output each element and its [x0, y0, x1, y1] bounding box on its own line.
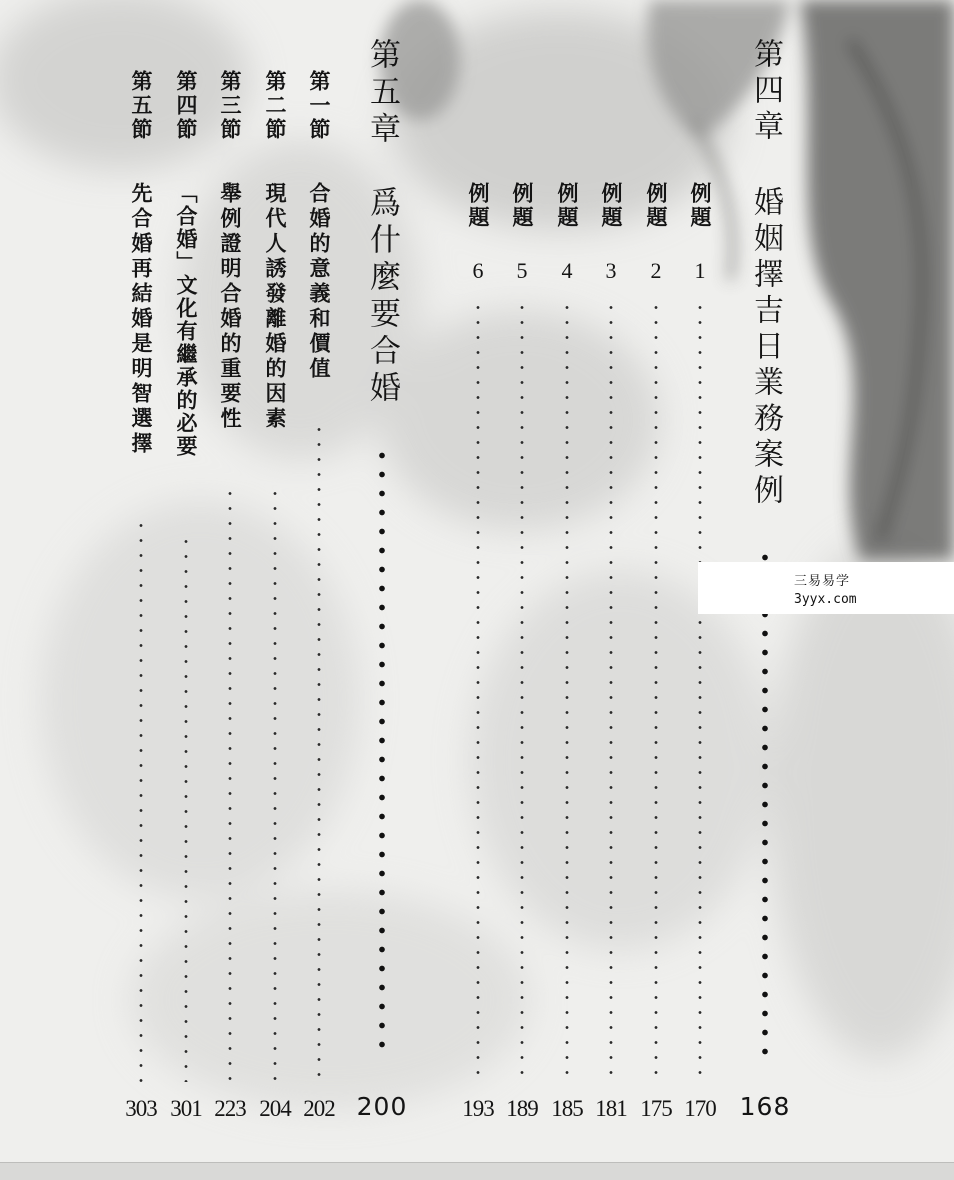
section-4-title: 「合婚」文化有繼承的必要 — [174, 182, 199, 458]
example-3-number: 3 — [605, 258, 617, 283]
section-2-page-number: 204 — [259, 1096, 291, 1121]
example-5-dot-leader — [520, 300, 524, 1080]
example-6-number: 6 — [472, 258, 484, 283]
chapter-5-column — [356, 0, 408, 1140]
example-4-column — [545, 0, 589, 1140]
section-1-dot-leader — [317, 422, 321, 1082]
section-3-page-number: 223 — [214, 1096, 246, 1121]
section-2-label: 第二節 — [263, 70, 288, 142]
watermark-site-name: 三易易学 — [794, 574, 851, 589]
section-1-page-number: 202 — [303, 1096, 335, 1121]
example-1-dot-leader — [698, 300, 702, 1080]
example-6-page-number: 193 — [462, 1096, 494, 1121]
section-4-column — [164, 0, 208, 1140]
section-4-page-number: 301 — [170, 1096, 202, 1121]
example-4-page-number: 185 — [551, 1096, 583, 1121]
example-2-label: 例題 — [644, 182, 669, 230]
section-5-label: 第五節 — [129, 70, 154, 142]
example-2-number: 2 — [650, 258, 662, 283]
chapter-4-dot-leader — [761, 548, 769, 1060]
section-5-column — [119, 0, 163, 1140]
example-3-page-number: 181 — [595, 1096, 627, 1121]
section-4-label: 第四節 — [174, 70, 199, 142]
example-6-label: 例題 — [466, 182, 491, 230]
section-3-title: 舉例證明合婚的重要性 — [218, 182, 243, 432]
section-2-dot-leader — [273, 486, 277, 1082]
chapter-4-label: 第四章 — [748, 38, 783, 146]
example-6-dot-leader — [476, 300, 480, 1080]
section-3-column — [208, 0, 252, 1140]
section-4-dot-leader — [184, 534, 188, 1082]
chapter-4-page-number: 168 — [739, 1092, 791, 1121]
chapter-5-label: 第五章 — [364, 38, 400, 149]
section-1-title: 合婚的意義和價值 — [307, 182, 332, 382]
example-5-number: 5 — [516, 258, 528, 283]
example-4-label: 例題 — [555, 182, 580, 230]
example-1-label: 例題 — [688, 182, 713, 230]
example-2-page-number: 175 — [640, 1096, 672, 1121]
section-3-dot-leader — [228, 486, 232, 1082]
chapter-5-page-number: 200 — [356, 1092, 408, 1121]
example-2-column — [634, 0, 678, 1140]
example-3-dot-leader — [609, 300, 613, 1080]
section-3-label: 第三節 — [218, 70, 243, 142]
example-2-dot-leader — [654, 300, 658, 1080]
section-1-label: 第一節 — [307, 70, 332, 142]
section-2-column — [253, 0, 297, 1140]
example-4-dot-leader — [565, 300, 569, 1080]
section-5-page-number: 303 — [125, 1096, 157, 1121]
example-4-number: 4 — [561, 258, 573, 283]
page-bottom-edge — [0, 1162, 954, 1180]
chapter-5-dot-leader — [378, 446, 386, 1060]
section-1-column — [297, 0, 341, 1140]
section-5-title: 先合婚再結婚是明智選擇 — [129, 182, 154, 457]
example-5-label: 例題 — [510, 182, 535, 230]
example-6-column — [456, 0, 500, 1140]
chapter-5-title: 爲什麼要合婚 — [364, 186, 400, 408]
example-5-column — [500, 0, 544, 1140]
chapter-4-title: 婚姻擇吉日業務案例 — [748, 186, 783, 510]
section-5-dot-leader — [139, 518, 143, 1082]
example-1-number: 1 — [694, 258, 706, 283]
example-1-page-number: 170 — [684, 1096, 716, 1121]
watermark-site-url: 3yyx.com — [794, 592, 857, 607]
site-watermark — [698, 562, 954, 614]
section-2-title: 現代人誘發離婚的因素 — [263, 182, 288, 432]
example-5-page-number: 189 — [506, 1096, 538, 1121]
example-3-label: 例題 — [599, 182, 624, 230]
example-3-column — [589, 0, 633, 1140]
